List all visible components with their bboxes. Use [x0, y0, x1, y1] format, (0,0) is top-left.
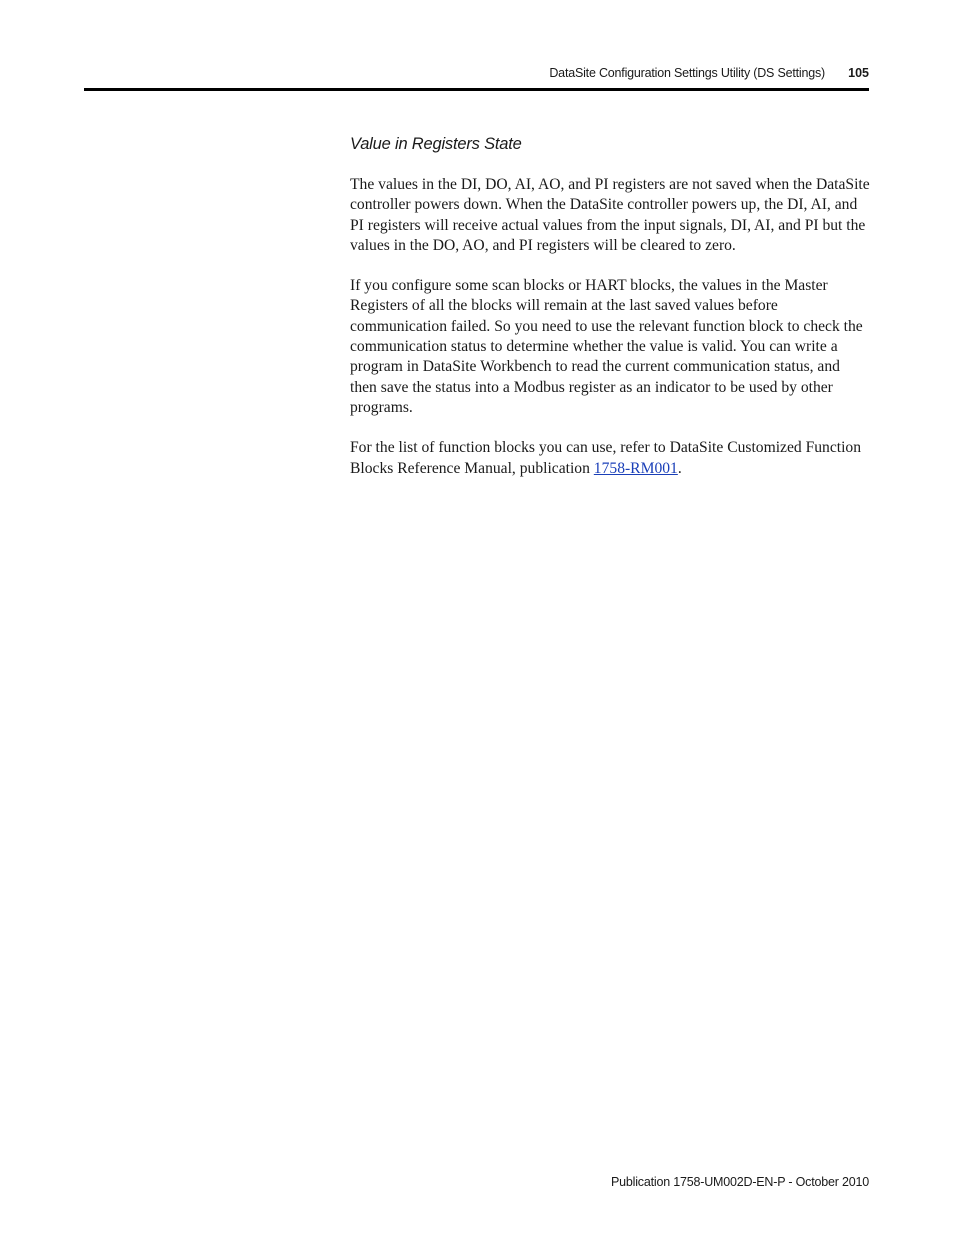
- header-rule: [84, 88, 869, 91]
- main-content: [350, 133, 870, 499]
- paragraph-master-registers: If you configure some scan blocks or HART blocks, the values in the Master Registers of all the blocks will remain at the last saved values before communication failed. So you need to use the relevant function block to check the communication status to determine whether the value is valid. You can write a program in DataSite Workbench to read the current communication status, and then save the status into a Modbus register as an indicator to be used by other programs.: [350, 277, 863, 416]
- header-title: DataSite Configuration Settings Utility (DS Settings): [549, 66, 825, 80]
- publication-link[interactable]: 1758-RM001: [593, 459, 678, 477]
- paragraph-reference: [350, 438, 870, 479]
- reference-period: .: [677, 459, 682, 477]
- footer-publication: Publication 1758-UM002D-EN-P - October 2010: [611, 1175, 869, 1189]
- page-number: 105: [848, 66, 869, 80]
- reference-text: For the list of function blocks you can use, refer to DataSite Customized Function Blocks Reference Manual, publication: [350, 439, 862, 477]
- section-title: Value in Registers State: [350, 135, 522, 153]
- paragraph-register-state: The values in the DI, DO, AI, AO, and PI registers are not saved when the DataSite controller powers down. When the DataSite controller powers up, the DI, AI, and PI registers will receive actual values from the input signals, DI, AI, and PI but the values in the DO, AO, and PI registers will be cleared to zero.: [350, 176, 870, 254]
- page-header: [84, 62, 869, 92]
